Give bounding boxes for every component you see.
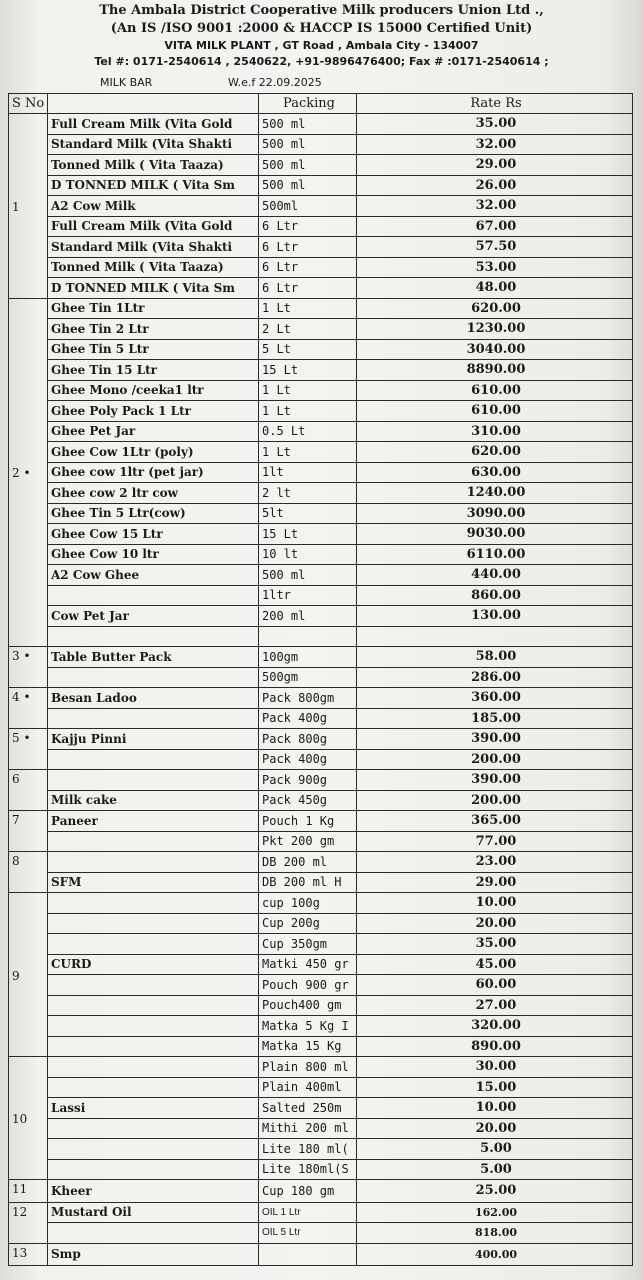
serial-number: 12 — [9, 1202, 48, 1243]
item-name: Ghee Tin 2 Ltr — [48, 319, 259, 340]
packing-size: Cup 180 gm — [259, 1180, 357, 1203]
table-row — [9, 216, 633, 237]
serial-number: 3 • — [9, 647, 48, 688]
rate-value: 860.00 — [357, 585, 633, 606]
packing-size: 1ltr — [259, 585, 357, 606]
serial-number: 9 — [9, 893, 48, 1057]
rate-value: 200.00 — [357, 790, 633, 811]
table-row — [9, 688, 633, 709]
letterhead — [0, 0, 643, 94]
item-name — [48, 1159, 259, 1180]
table-row — [9, 934, 633, 955]
packing-size: 1 Lt — [259, 380, 357, 401]
packing-size: Pkt 200 gm — [259, 831, 357, 852]
packing-size: Cup 350gm — [259, 934, 357, 955]
rate-value: 390.00 — [357, 770, 633, 791]
packing-size: 500 ml — [259, 565, 357, 586]
item-name: Ghee Tin 5 Ltr(cow) — [48, 503, 259, 524]
item-name — [48, 585, 259, 606]
item-name: Full Cream Milk (Vita Gold — [48, 114, 259, 135]
packing-size: Pouch 900 gr — [259, 975, 357, 996]
item-name — [48, 995, 259, 1016]
rate-value: 620.00 — [357, 298, 633, 319]
rate-value: 20.00 — [357, 913, 633, 934]
rate-value: 45.00 — [357, 954, 633, 975]
table-row — [9, 1077, 633, 1098]
serial-number: 10 — [9, 1057, 48, 1180]
table-row — [9, 1036, 633, 1057]
item-name: Lassi — [48, 1098, 259, 1119]
packing-size — [259, 1243, 357, 1266]
item-name: D TONNED MILK ( Vita Sm — [48, 175, 259, 196]
item-name: Kajju Pinni — [48, 729, 259, 750]
packing-size: OIL 1 Ltr — [259, 1202, 357, 1223]
packing-size: 5 Lt — [259, 339, 357, 360]
rate-table-body — [9, 114, 633, 1266]
rate-value: 48.00 — [357, 278, 633, 299]
rate-value: 15.00 — [357, 1077, 633, 1098]
packing-size: Pack 400g — [259, 708, 357, 729]
item-name — [48, 934, 259, 955]
packing-size: 0.5 Lt — [259, 421, 357, 442]
table-row — [9, 257, 633, 278]
rate-value: 10.00 — [357, 1098, 633, 1119]
item-name — [48, 975, 259, 996]
item-name: Standard Milk (Vita Shakti — [48, 237, 259, 258]
table-row — [9, 565, 633, 586]
contact-line: Tel #: 0171-2540614 , 2540622, +91-9896476400; Fax # :0171-2540614 ; — [94, 55, 549, 68]
table-row — [9, 954, 633, 975]
rate-value: 35.00 — [357, 114, 633, 135]
table-row — [9, 360, 633, 381]
packing-size: 10 lt — [259, 544, 357, 565]
rate-value: 3040.00 — [357, 339, 633, 360]
item-name: Mustard Oil — [48, 1202, 259, 1223]
rate-value: 20.00 — [357, 1118, 633, 1139]
rate-value: 390.00 — [357, 729, 633, 750]
rate-value: 58.00 — [357, 647, 633, 668]
rate-value: 310.00 — [357, 421, 633, 442]
table-row — [9, 483, 633, 504]
table-row — [9, 1243, 633, 1266]
item-name: Ghee Mono /ceeka1 ltr — [48, 380, 259, 401]
rate-value: 23.00 — [357, 852, 633, 873]
rate-value: 27.00 — [357, 995, 633, 1016]
packing-size: 500 ml — [259, 134, 357, 155]
item-name: Ghee Tin 1Ltr — [48, 298, 259, 319]
table-row — [9, 729, 633, 750]
item-name — [48, 1139, 259, 1160]
table-row — [9, 606, 633, 627]
table-row — [9, 831, 633, 852]
rate-value: 620.00 — [357, 442, 633, 463]
packing-size: Lite 180ml(S — [259, 1159, 357, 1180]
item-name — [48, 1016, 259, 1037]
table-row — [9, 421, 633, 442]
col-packing: Packing — [259, 94, 357, 114]
item-name: Full Cream Milk (Vita Gold — [48, 216, 259, 237]
item-name: Ghee Tin 5 Ltr — [48, 339, 259, 360]
table-row — [9, 893, 633, 914]
packing-size: 200 ml — [259, 606, 357, 627]
packing-size: OIL 5 Ltr — [259, 1223, 357, 1244]
table-row — [9, 401, 633, 422]
col-item — [48, 94, 259, 114]
table-row — [9, 278, 633, 299]
item-name: Ghee Poly Pack 1 Ltr — [48, 401, 259, 422]
packing-size: 6 Ltr — [259, 257, 357, 278]
table-row — [9, 975, 633, 996]
org-name: The Ambala District Cooperative Milk producers Union Ltd ., — [99, 3, 544, 18]
table-row — [9, 1223, 633, 1244]
table-row — [9, 524, 633, 545]
item-name — [48, 1036, 259, 1057]
table-row — [9, 667, 633, 688]
packing-size: DB 200 ml — [259, 852, 357, 873]
rate-value: 8890.00 — [357, 360, 633, 381]
rate-value: 53.00 — [357, 257, 633, 278]
packing-size: 6 Ltr — [259, 278, 357, 299]
rate-value: 890.00 — [357, 1036, 633, 1057]
rate-value: 6110.00 — [357, 544, 633, 565]
table-row — [9, 196, 633, 217]
rate-value: 440.00 — [357, 565, 633, 586]
table-row — [9, 298, 633, 319]
table-row — [9, 339, 633, 360]
rate-value — [357, 626, 633, 647]
table-row — [9, 1057, 633, 1078]
rate-value: 26.00 — [357, 175, 633, 196]
packing-size: Matki 450 gr — [259, 954, 357, 975]
table-row — [9, 544, 633, 565]
table-row — [9, 442, 633, 463]
packing-size: 1lt — [259, 462, 357, 483]
item-name: Ghee Pet Jar — [48, 421, 259, 442]
address-line: VITA MILK PLANT , GT Road , Ambala City - 134007 — [164, 39, 479, 52]
rate-value: 286.00 — [357, 667, 633, 688]
packing-size: Plain 400ml — [259, 1077, 357, 1098]
item-name: A2 Cow Milk — [48, 196, 259, 217]
rate-value: 35.00 — [357, 934, 633, 955]
serial-number: 11 — [9, 1180, 48, 1203]
table-row — [9, 1180, 633, 1203]
rate-table — [8, 93, 633, 1266]
packing-size: 1 Lt — [259, 298, 357, 319]
table-row — [9, 380, 633, 401]
rate-value: 30.00 — [357, 1057, 633, 1078]
item-name: Milk cake — [48, 790, 259, 811]
packing-size: 1 Lt — [259, 401, 357, 422]
table-row — [9, 770, 633, 791]
packing-size: DB 200 ml H — [259, 872, 357, 893]
table-row — [9, 1159, 633, 1180]
rate-value: 10.00 — [357, 893, 633, 914]
item-name — [48, 1118, 259, 1139]
rate-value: 29.00 — [357, 872, 633, 893]
table-row — [9, 626, 633, 647]
packing-size: Cup 200g — [259, 913, 357, 934]
rate-value: 1230.00 — [357, 319, 633, 340]
rate-value: 818.00 — [357, 1223, 633, 1244]
table-row — [9, 319, 633, 340]
table-row — [9, 1016, 633, 1037]
table-row — [9, 749, 633, 770]
packing-size: Pouch 1 Kg — [259, 811, 357, 832]
rate-value: 610.00 — [357, 380, 633, 401]
packing-size: Mithi 200 ml — [259, 1118, 357, 1139]
packing-size: Pack 800g — [259, 729, 357, 750]
item-name: Ghee Cow 15 Ltr — [48, 524, 259, 545]
serial-number: 4 • — [9, 688, 48, 729]
item-name: Tonned Milk ( Vita Taaza) — [48, 257, 259, 278]
serial-number: 6 — [9, 770, 48, 811]
rate-value: 77.00 — [357, 831, 633, 852]
table-row — [9, 1118, 633, 1139]
serial-number: 1 — [9, 114, 48, 299]
table-row — [9, 811, 633, 832]
packing-size: 500 ml — [259, 175, 357, 196]
item-name — [48, 770, 259, 791]
packing-size: Pouch400 gm — [259, 995, 357, 1016]
col-rate: Rate Rs — [357, 94, 633, 114]
table-row — [9, 1202, 633, 1223]
table-row — [9, 1098, 633, 1119]
item-name — [48, 667, 259, 688]
rate-value: 130.00 — [357, 606, 633, 627]
rate-value: 9030.00 — [357, 524, 633, 545]
rate-value: 320.00 — [357, 1016, 633, 1037]
item-name: A2 Cow Ghee — [48, 565, 259, 586]
item-name: Table Butter Pack — [48, 647, 259, 668]
table-header-row — [9, 94, 633, 114]
item-name — [48, 749, 259, 770]
item-name — [48, 831, 259, 852]
table-row — [9, 647, 633, 668]
packing-size: 6 Ltr — [259, 216, 357, 237]
item-name: Ghee Cow 1Ltr (poly) — [48, 442, 259, 463]
table-row — [9, 237, 633, 258]
item-name: CURD — [48, 954, 259, 975]
effective-date: W.e.f 22.09.2025 — [228, 76, 322, 89]
serial-number: 7 — [9, 811, 48, 852]
rate-value: 610.00 — [357, 401, 633, 422]
item-name — [48, 893, 259, 914]
rate-value: 60.00 — [357, 975, 633, 996]
packing-size — [259, 626, 357, 647]
item-name: Standard Milk (Vita Shakti — [48, 134, 259, 155]
rate-value: 1240.00 — [357, 483, 633, 504]
packing-size: Salted 250m — [259, 1098, 357, 1119]
item-name: Ghee cow 2 ltr cow — [48, 483, 259, 504]
table-row — [9, 114, 633, 135]
rate-value: 67.00 — [357, 216, 633, 237]
table-row — [9, 708, 633, 729]
rate-value: 5.00 — [357, 1139, 633, 1160]
packing-size: 500 ml — [259, 155, 357, 176]
item-name — [48, 852, 259, 873]
serial-number: 2 • — [9, 298, 48, 647]
item-name: Ghee cow 1ltr (pet jar) — [48, 462, 259, 483]
rate-value: 365.00 — [357, 811, 633, 832]
rate-value: 3090.00 — [357, 503, 633, 524]
packing-size: Pack 400g — [259, 749, 357, 770]
rate-value: 57.50 — [357, 237, 633, 258]
rate-value: 200.00 — [357, 749, 633, 770]
certification-line: (An IS /ISO 9001 :2000 & HACCP IS 15000 Certified Unit) — [110, 21, 533, 36]
item-name: Tonned Milk ( Vita Taaza) — [48, 155, 259, 176]
table-row — [9, 790, 633, 811]
rate-value: 162.00 — [357, 1202, 633, 1223]
packing-size: Pack 800gm — [259, 688, 357, 709]
rate-value: 400.00 — [357, 1243, 633, 1266]
rate-value: 25.00 — [357, 1180, 633, 1203]
packing-size: 6 Ltr — [259, 237, 357, 258]
table-row — [9, 503, 633, 524]
item-name: Ghee Tin 15 Ltr — [48, 360, 259, 381]
packing-size: 500gm — [259, 667, 357, 688]
packing-size: Plain 800 ml — [259, 1057, 357, 1078]
item-name — [48, 1223, 259, 1244]
table-row — [9, 585, 633, 606]
table-row — [9, 175, 633, 196]
rate-value: 32.00 — [357, 196, 633, 217]
item-name — [48, 708, 259, 729]
section-label: MILK BAR — [100, 76, 153, 89]
packing-size: Matka 15 Kg — [259, 1036, 357, 1057]
col-sno: S No — [9, 94, 48, 114]
item-name: SFM — [48, 872, 259, 893]
packing-size: cup 100g — [259, 893, 357, 914]
rate-value: 360.00 — [357, 688, 633, 709]
item-name: D TONNED MILK ( Vita Sm — [48, 278, 259, 299]
rate-value: 630.00 — [357, 462, 633, 483]
packing-size: 1 Lt — [259, 442, 357, 463]
packing-size: 500 ml — [259, 114, 357, 135]
rate-value: 5.00 — [357, 1159, 633, 1180]
table-row — [9, 134, 633, 155]
packing-size: Matka 5 Kg I — [259, 1016, 357, 1037]
packing-size: 2 Lt — [259, 319, 357, 340]
item-name — [48, 626, 259, 647]
item-name — [48, 1077, 259, 1098]
item-name: Kheer — [48, 1180, 259, 1203]
table-row — [9, 852, 633, 873]
item-name: Cow Pet Jar — [48, 606, 259, 627]
packing-size: Lite 180 ml( — [259, 1139, 357, 1160]
serial-number: 5 • — [9, 729, 48, 770]
rate-value: 32.00 — [357, 134, 633, 155]
item-name: Ghee Cow 10 ltr — [48, 544, 259, 565]
table-row — [9, 995, 633, 1016]
table-row — [9, 872, 633, 893]
table-row — [9, 462, 633, 483]
packing-size: 15 Lt — [259, 524, 357, 545]
table-row — [9, 155, 633, 176]
item-name: Besan Ladoo — [48, 688, 259, 709]
item-name: Paneer — [48, 811, 259, 832]
packing-size: Pack 900g — [259, 770, 357, 791]
packing-size: 100gm — [259, 647, 357, 668]
packing-size: 2 lt — [259, 483, 357, 504]
rate-value: 185.00 — [357, 708, 633, 729]
item-name: Smp — [48, 1243, 259, 1266]
packing-size: 500ml — [259, 196, 357, 217]
serial-number: 13 — [9, 1243, 48, 1266]
rate-value: 29.00 — [357, 155, 633, 176]
table-row — [9, 913, 633, 934]
table-row — [9, 1139, 633, 1160]
packing-size: Pack 450g — [259, 790, 357, 811]
packing-size: 5lt — [259, 503, 357, 524]
item-name — [48, 913, 259, 934]
packing-size: 15 Lt — [259, 360, 357, 381]
serial-number: 8 — [9, 852, 48, 893]
item-name — [48, 1057, 259, 1078]
